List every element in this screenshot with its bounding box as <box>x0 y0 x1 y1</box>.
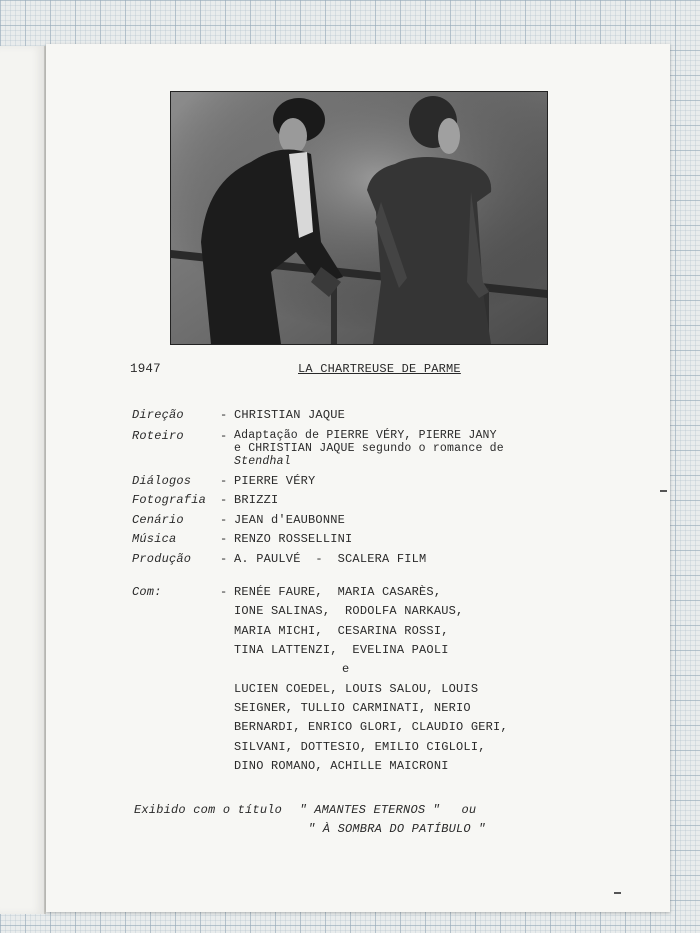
credit-label-musica: Música <box>132 532 177 546</box>
credit-dash: - <box>220 408 228 422</box>
exhibited-prefix: Exibido com o título <box>134 803 283 817</box>
cast-line: RENÉE FAURE, MARIA CASARÈS, <box>234 585 442 599</box>
credit-value-musica: RENZO ROSSELLINI <box>234 532 353 546</box>
alt-title-1: " AMANTES ETERNOS " <box>299 803 441 817</box>
cast-line: TINA LATTENZI, EVELINA PAOLI <box>234 643 449 657</box>
cast-line: BERNARDI, ENRICO GLORI, CLAUDIO GERI, <box>234 720 508 734</box>
credit-dash: - <box>220 474 228 488</box>
credit-dash: - <box>220 585 228 599</box>
credit-dash: - <box>220 532 228 546</box>
cast-line: IONE SALINAS, RODOLFA NARKAUS, <box>234 604 464 618</box>
credit-label-direcao: Direção <box>132 408 184 422</box>
credit-value-roteiro-line3: Stendhal <box>234 455 291 468</box>
facing-page-edge <box>0 46 46 914</box>
credit-value-dialogos: PIERRE VÉRY <box>234 474 316 488</box>
credit-value-fotografia: BRIZZI <box>234 493 279 507</box>
credit-label-roteiro: Roteiro <box>132 429 184 443</box>
film-title: LA CHARTREUSE DE PARME <box>298 362 461 376</box>
margin-mark <box>614 892 621 894</box>
credit-value-cenario: JEAN d'EAUBONNE <box>234 513 346 527</box>
cast-label: Com: <box>132 585 162 599</box>
alt-title-2: " À SOMBRA DO PATÍBULO " <box>308 822 486 836</box>
credit-value-roteiro-line1: Adaptação de PIERRE VÉRY, PIERRE JANY <box>234 429 497 442</box>
cast-line: MARIA MICHI, CESARINA ROSSI, <box>234 624 449 638</box>
credit-value-producao: A. PAULVÉ - SCALERA FILM <box>234 552 427 566</box>
credit-dash: - <box>220 552 228 566</box>
credit-label-dialogos: Diálogos <box>132 474 192 488</box>
cast-line: SEIGNER, TULLIO CARMINATI, NERIO <box>234 701 471 715</box>
cast-conjunction: e <box>342 662 350 676</box>
credit-value-roteiro-line2: e CHRISTIAN JAQUE segundo o romance de <box>234 442 504 455</box>
release-year: 1947 <box>130 362 161 376</box>
booklet-page <box>46 44 670 912</box>
credit-dash: - <box>220 493 228 507</box>
cast-line: LUCIEN COEDEL, LOUIS SALOU, LOUIS <box>234 682 479 696</box>
film-still-photo <box>170 91 548 345</box>
cast-line: DINO ROMANO, ACHILLE MAICRONI <box>234 759 449 773</box>
credit-label-producao: Produção <box>132 552 192 566</box>
cast-line: SILVANI, DOTTESIO, EMILIO CIGLOLI, <box>234 740 486 754</box>
credit-label-cenario: Cenário <box>132 513 184 527</box>
margin-mark <box>660 490 667 492</box>
credit-label-fotografia: Fotografia <box>132 493 207 507</box>
credit-value-direcao: CHRISTIAN JAQUE <box>234 408 346 422</box>
exhibited-title-line <box>134 803 476 817</box>
credit-dash: - <box>220 513 228 527</box>
credit-dash: - <box>220 429 228 443</box>
or-word: ou <box>461 803 477 817</box>
